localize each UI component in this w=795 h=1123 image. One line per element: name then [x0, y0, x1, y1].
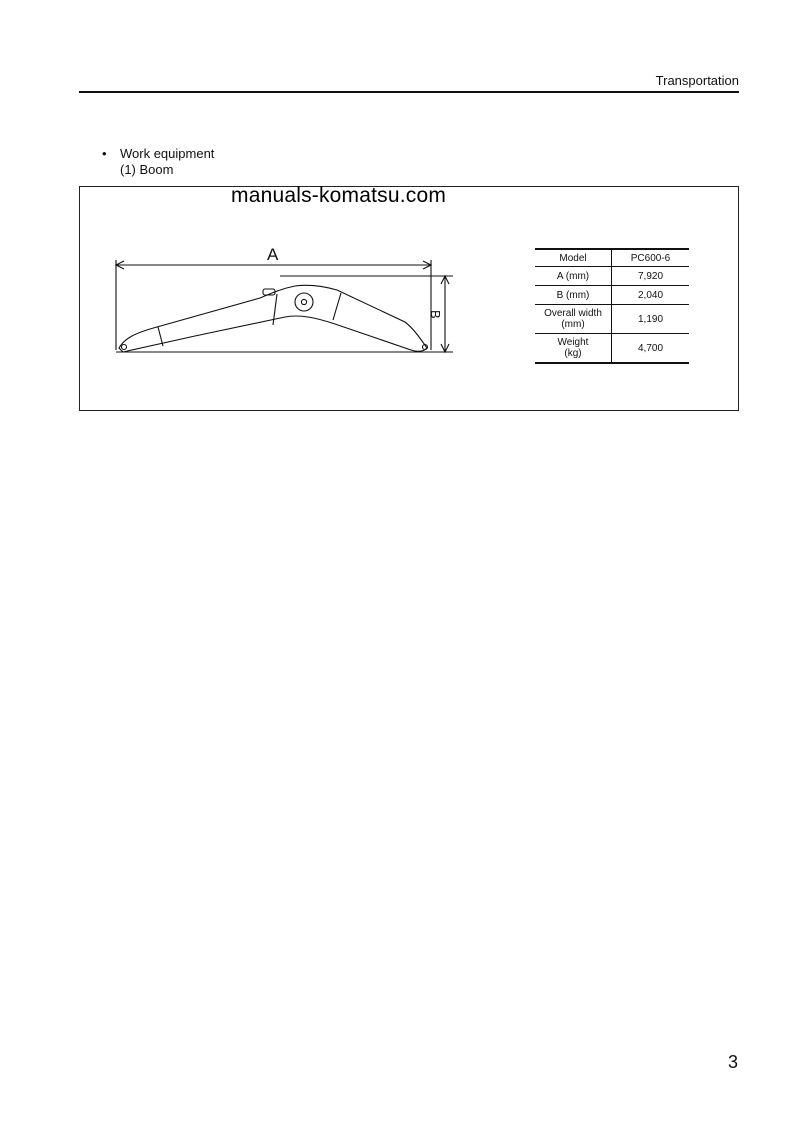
section-title: Transportation [655, 73, 739, 88]
bullet-icon: • [102, 146, 107, 161]
row-label-unit: (kg) [564, 348, 582, 359]
table-row [535, 286, 689, 305]
dimension-a-label: A [267, 245, 279, 264]
column-header-model: Model [535, 249, 612, 267]
table-row [535, 334, 689, 364]
row-label: A (mm) [535, 267, 612, 286]
section-heading: Work equipment [120, 146, 215, 161]
row-label-unit: (mm) [561, 319, 585, 330]
row-value: 4,700 [612, 334, 690, 364]
column-header-pc600: PC600-6 [612, 249, 690, 267]
row-label [535, 305, 612, 334]
row-label-line: Overall width [544, 308, 602, 319]
row-label [535, 334, 612, 364]
row-label-line: Weight [557, 337, 589, 348]
watermark-text: manuals-komatsu.com [231, 184, 447, 207]
row-label: B (mm) [535, 286, 612, 305]
row-value: 1,190 [612, 305, 690, 334]
spec-table [535, 248, 689, 364]
boom-drawing [105, 238, 455, 363]
table-row [535, 305, 689, 334]
dimension-b-label: B [428, 310, 443, 319]
table-row [535, 267, 689, 286]
subsection-heading: (1) Boom [120, 162, 174, 177]
header-divider [79, 91, 739, 93]
row-value: 2,040 [612, 286, 690, 305]
page-number: 3 [728, 1052, 739, 1072]
row-value: 7,920 [612, 267, 690, 286]
